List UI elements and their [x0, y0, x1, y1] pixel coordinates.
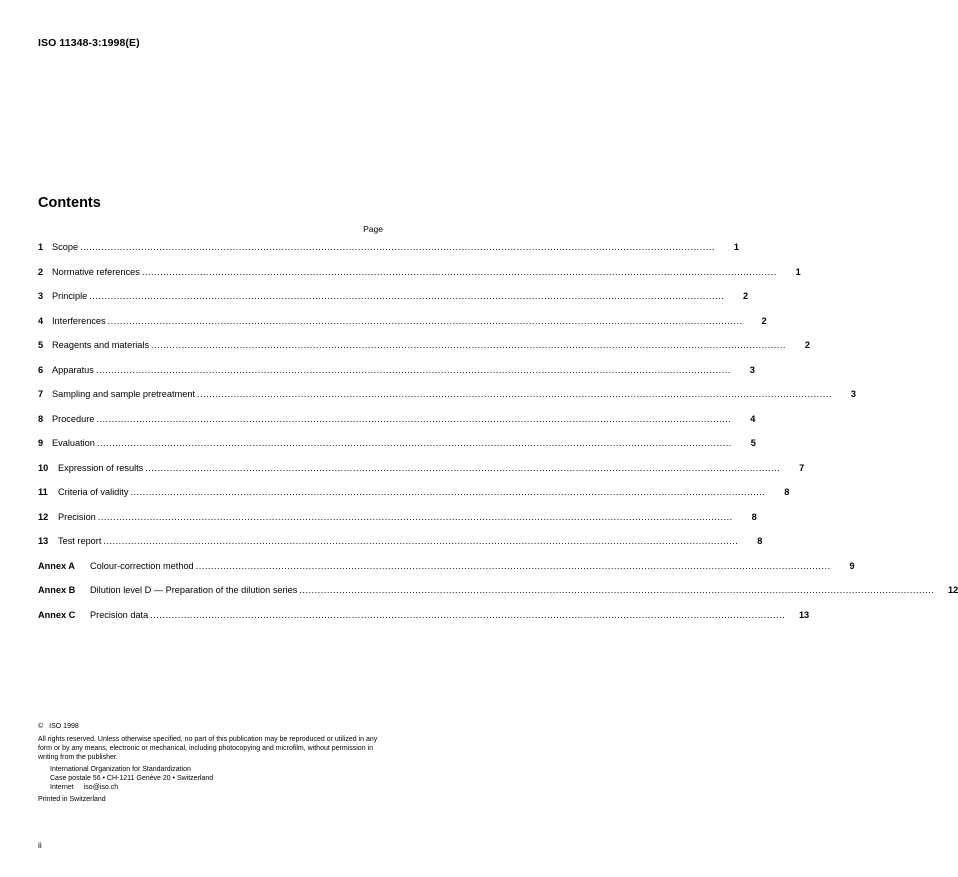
toc-entry-number: 9 — [38, 438, 44, 448]
toc-entry-number: 5 — [38, 340, 44, 350]
copyright-notice — [38, 722, 384, 804]
toc-leader-dots — [151, 338, 786, 352]
toc-entry-number: Annex C — [38, 609, 76, 620]
toc-entry-page: 1 — [733, 242, 739, 252]
page-column-label: Page — [363, 224, 383, 234]
toc-entry-page: 1 — [795, 266, 801, 277]
toc-entry-page: 2 — [743, 291, 749, 301]
publisher-address — [50, 765, 384, 792]
toc-entry[interactable] — [38, 436, 756, 461]
copyright-symbol: © — [38, 723, 44, 730]
toc-entry-number: 11 — [38, 487, 48, 497]
toc-leader-dots — [145, 461, 780, 475]
toc-entry-title: Precision data — [90, 609, 149, 620]
toc-entry-number: 1 — [38, 242, 44, 252]
toc-entry-title: Dilution level D — Preparation of the dilution series — [90, 585, 298, 595]
toc-leader-dots — [150, 608, 785, 622]
toc-leader-dots — [130, 485, 765, 499]
toc-entry-annex[interactable] — [38, 608, 810, 633]
toc-entry-number: 2 — [38, 266, 44, 277]
toc-entry-number: 7 — [38, 389, 44, 399]
toc-entry-title: Criteria of validity — [58, 487, 129, 497]
toc-entry-title: Sampling and sample pretreatment — [52, 389, 195, 399]
toc-entry-page: 7 — [799, 462, 805, 473]
postal-address: Case postale 56 • CH-1211 Genève 20 • Switzerland — [50, 775, 214, 782]
copyright-line — [38, 722, 384, 731]
printed-in: Printed in Switzerland — [38, 796, 106, 803]
toc-entry-page: 4 — [750, 413, 756, 424]
toc-entry[interactable] — [38, 412, 756, 437]
toc-entry-page: 8 — [751, 511, 757, 522]
toc-entry-number: Annex B — [38, 585, 76, 595]
toc-entry-page: 8 — [784, 487, 790, 497]
toc-entry-page: 8 — [757, 536, 763, 546]
toc-leader-dots — [89, 289, 724, 303]
toc-entry-number: 13 — [38, 536, 49, 546]
toc-entry-number: 10 — [38, 462, 49, 473]
toc-entry[interactable] — [38, 338, 810, 363]
toc-entry-annex[interactable] — [38, 559, 855, 584]
toc-entry-page: 3 — [749, 364, 755, 375]
toc-entry-page: 9 — [849, 560, 855, 571]
contents-heading: Contents — [38, 195, 101, 211]
toc-entry-page: 13 — [798, 609, 810, 620]
toc-entry-page: 5 — [750, 438, 756, 448]
toc-entry[interactable] — [38, 461, 805, 486]
toc-leader-dots — [80, 240, 715, 254]
internet-email[interactable]: iso@iso.ch — [83, 784, 119, 791]
toc-leader-dots — [197, 387, 832, 401]
toc-entry-number: Annex A — [38, 560, 75, 571]
toc-entry-page: 2 — [761, 315, 767, 326]
toc-entry-title: Normative references — [52, 266, 140, 277]
rights-statement: All rights reserved. Unless otherwise specified, no part of this publication may be reproduced or utilized in any form or by any means, electronic or mechanical, including photocopying and microfilm, without permission in writing from the publisher. — [38, 736, 378, 761]
toc-entry[interactable] — [38, 387, 856, 412]
toc-entry-page: 2 — [804, 340, 810, 350]
toc-leader-dots — [108, 314, 743, 328]
toc-entry[interactable] — [38, 510, 757, 535]
organization-name: International Organization for Standardization — [50, 766, 191, 773]
toc-entry[interactable] — [38, 363, 755, 388]
toc-entry-title: Apparatus — [52, 364, 94, 375]
toc-entry[interactable] — [38, 240, 739, 265]
toc-entry-title: Colour-correction method — [90, 560, 194, 571]
toc-entry-annex[interactable] — [38, 583, 958, 608]
toc-entry-number: 4 — [38, 315, 44, 326]
toc-leader-dots — [96, 412, 731, 426]
toc-entry-number: 6 — [38, 364, 44, 375]
toc-entry[interactable] — [38, 314, 767, 339]
toc-entry-title: Scope — [52, 242, 79, 252]
toc-entry-number: 12 — [38, 511, 49, 522]
toc-entry-page: 12 — [948, 585, 958, 595]
toc-leader-dots — [103, 534, 738, 548]
toc-entry[interactable] — [38, 534, 763, 559]
copyright-text: ISO 1998 — [49, 723, 79, 730]
toc-entry-title: Precision — [58, 511, 96, 522]
toc-entry-title: Test report — [58, 536, 102, 546]
toc-leader-dots — [299, 583, 934, 597]
toc-leader-dots — [98, 510, 733, 524]
toc-entry[interactable] — [38, 485, 790, 510]
toc-entry-title: Reagents and materials — [52, 340, 150, 350]
toc-entry-title: Interferences — [52, 315, 106, 326]
toc-entry[interactable] — [38, 289, 749, 314]
page-number: ii — [38, 840, 42, 850]
toc-entry-title: Principle — [52, 291, 88, 301]
toc-entry-title: Expression of results — [58, 462, 144, 473]
toc-leader-dots — [142, 265, 777, 279]
internet-line — [50, 783, 384, 792]
internet-label: Internet — [50, 784, 74, 791]
toc-leader-dots — [97, 436, 732, 450]
toc-entry-title: Procedure — [52, 413, 95, 424]
toc-entry-number: 8 — [38, 413, 44, 424]
toc-leader-dots — [96, 363, 731, 377]
document-id-header: ISO 11348-3:1998(E) — [38, 37, 140, 49]
toc-entry-number: 3 — [38, 291, 44, 301]
toc-entry-title: Evaluation — [52, 438, 95, 448]
toc-entry[interactable] — [38, 265, 801, 290]
toc-leader-dots — [196, 559, 831, 573]
table-of-contents — [38, 240, 958, 632]
toc-entry-page: 3 — [850, 389, 856, 399]
